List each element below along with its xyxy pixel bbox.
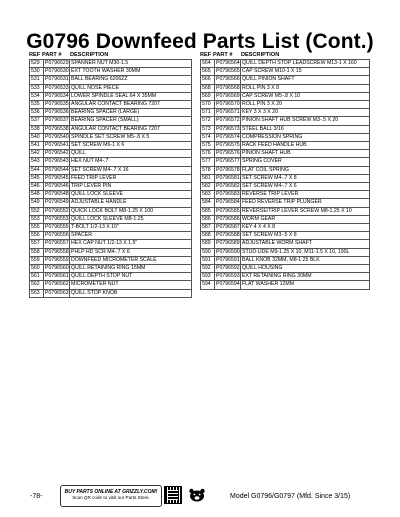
part-number: P0796561 — [45, 273, 69, 280]
parts-table-right — [200, 48, 370, 290]
ref-number: 594 — [201, 281, 215, 289]
table-row — [30, 207, 192, 215]
ref-number: 577 — [201, 158, 215, 166]
part-number: P0796569 — [216, 92, 240, 99]
part-description: FLAT WASHER 12MM — [241, 281, 370, 289]
table-row — [30, 142, 192, 150]
part-description: BALL BEARING 6206ZZ — [70, 76, 192, 84]
part-number: P0796549 — [45, 199, 69, 206]
part-description: PHLP HD SCR M4-.7 X 6 — [70, 248, 192, 256]
table-row — [30, 60, 192, 68]
part-number: P0796538 — [45, 125, 69, 132]
grizzly-bear-logo-icon — [188, 488, 206, 502]
part-description: QUILL HOUSING — [241, 265, 370, 273]
part-number: P0796543 — [45, 158, 69, 165]
part-number: P0796570 — [216, 101, 240, 108]
part-number: P0796577 — [216, 158, 240, 165]
table-row — [30, 158, 192, 166]
part-number: P0796583 — [216, 191, 240, 198]
ref-number: 536 — [30, 109, 44, 117]
ref-number: 540 — [30, 133, 44, 141]
parts-rows-right — [201, 60, 370, 290]
table-row — [30, 199, 192, 207]
ref-number: 566 — [201, 76, 215, 84]
table-row — [201, 60, 370, 68]
table-row — [201, 232, 370, 240]
part-description: ROLL PIN 3 X 20 — [241, 101, 370, 109]
part-number: P0796559 — [45, 256, 69, 263]
part-number: P0796563 — [45, 289, 69, 296]
part-description: KEY 4 X 4 X 8 — [241, 224, 370, 232]
part-number: P0796594 — [216, 281, 240, 288]
part-number: P0796584 — [216, 199, 240, 206]
part-number: P0796587 — [216, 224, 240, 231]
ref-number: 575 — [201, 142, 215, 150]
ref-number: 569 — [201, 92, 215, 100]
table-row — [30, 133, 192, 141]
ref-number: 573 — [201, 125, 215, 133]
part-description: SET SCREW M3-.5 X 8 — [241, 232, 370, 240]
part-number: P0796571 — [216, 109, 240, 116]
header-part: PART # — [213, 52, 233, 58]
table-row — [30, 174, 192, 182]
ref-number: 588 — [201, 232, 215, 240]
ref-number: 529 — [30, 60, 44, 68]
part-description: CAP SCREW M10-1 X 15 — [241, 68, 370, 76]
part-description: ANGULAR CONTACT BEARING 7207 — [70, 125, 192, 133]
part-description: COMPRESSION SPRING — [241, 133, 370, 141]
part-number: P0796531 — [45, 76, 69, 83]
part-description: QUILL STOP KNOB — [70, 289, 192, 297]
part-description: TRIP LEVER PIN — [70, 183, 192, 191]
part-description: QUILL DEPTH STOP NUT — [70, 273, 192, 281]
part-description: STEEL BALL 3/16 — [241, 125, 370, 133]
parts-rows-left — [30, 60, 192, 298]
table-row — [30, 240, 192, 248]
table-row — [30, 117, 192, 125]
table-row — [201, 174, 370, 182]
part-number: P0796560 — [45, 265, 69, 272]
ref-number: 537 — [30, 117, 44, 125]
ref-number: 555 — [30, 224, 44, 232]
part-description: BEARING SPACER (SMALL) — [70, 117, 192, 125]
parts-table-left — [29, 48, 192, 298]
table-row — [30, 248, 192, 256]
part-description: QUILL DEPTH STOP LEADSCREW M13-1 X 160 — [241, 60, 370, 68]
table-row — [201, 256, 370, 264]
ref-number: 561 — [30, 273, 44, 281]
part-description: ADJUSTABLE WORM SHAFT — [241, 240, 370, 248]
part-description: WORM GEAR — [241, 215, 370, 223]
part-number: P0796546 — [45, 183, 69, 190]
part-number: P0796545 — [45, 174, 69, 181]
ref-number: 543 — [30, 158, 44, 166]
table-row — [201, 68, 370, 76]
part-description: SPRING COVER — [241, 158, 370, 166]
part-description: QUILL RETAINING RING 15MM — [70, 265, 192, 273]
table-row — [30, 92, 192, 100]
ref-number: 552 — [30, 207, 44, 215]
ref-number: 557 — [30, 240, 44, 248]
table-row — [201, 109, 370, 117]
part-description: ANGULAR CONTACT BEARING 7207 — [70, 101, 192, 109]
table-row — [30, 84, 192, 92]
ref-number: 544 — [30, 166, 44, 174]
ref-number: 548 — [30, 191, 44, 199]
header-ref: REF — [200, 52, 212, 58]
part-number: P0796586 — [216, 215, 240, 222]
ref-number: 542 — [30, 150, 44, 158]
parts-store-promo[interactable] — [60, 485, 162, 507]
ref-number: 568 — [201, 84, 215, 92]
ref-number: 534 — [30, 92, 44, 100]
table-row — [201, 207, 370, 215]
table-header — [200, 48, 370, 59]
table-row — [201, 281, 370, 289]
table-row — [30, 289, 192, 297]
table-row — [201, 183, 370, 191]
part-description: ADJUSTABLE HANDLE — [70, 199, 192, 207]
promo-subtext: Scan QR code to visit our Parts Store. — [72, 495, 150, 500]
ref-number: 535 — [30, 101, 44, 109]
part-number: P0796566 — [216, 76, 240, 83]
part-description: FLAT COIL SPRING — [241, 166, 370, 174]
table-row — [201, 265, 370, 273]
part-number: P0796544 — [45, 166, 69, 173]
part-description: CAP SCREW M5-.8 X 10 — [241, 92, 370, 100]
part-description: HEX CAP NUT 1/2-13 X 1.5" — [70, 240, 192, 248]
page-title: G0796 Downfeed Parts List (Cont.) — [26, 30, 374, 53]
ref-number: 583 — [201, 191, 215, 199]
table-row — [30, 125, 192, 133]
table-row — [30, 191, 192, 199]
ref-number: 549 — [30, 199, 44, 207]
ref-number: 530 — [30, 68, 44, 76]
part-description: STUD-UDE M9-1.25 X 10, M11-1.5 X 10, 190L — [241, 248, 370, 256]
ref-number: 590 — [201, 248, 215, 256]
part-description: REVERSE TRIP LEVER — [241, 191, 370, 199]
ref-number: 563 — [30, 289, 44, 297]
part-description: SET SCREW M4-.7 X 8 — [241, 174, 370, 182]
part-number: P0796592 — [216, 265, 240, 272]
part-description: LOWER SPINDLE SEAL 64 X 35MM — [70, 92, 192, 100]
part-number: P0796533 — [45, 84, 69, 91]
part-number: P0796565 — [216, 68, 240, 75]
ref-number: 545 — [30, 174, 44, 182]
part-number: P0796542 — [45, 150, 69, 157]
part-number: P0796553 — [45, 215, 69, 222]
part-number: P0796558 — [45, 248, 69, 255]
table-row — [201, 101, 370, 109]
ref-number: 564 — [201, 60, 215, 68]
ref-number: 533 — [30, 84, 44, 92]
table-row — [201, 158, 370, 166]
part-description: HEX NUT M4-.7 — [70, 158, 192, 166]
part-number: P0796573 — [216, 125, 240, 132]
part-description: DOWNFEED MICROMETER SCALE — [70, 256, 192, 264]
ref-number: 582 — [201, 183, 215, 191]
table-row — [30, 183, 192, 191]
table-row — [201, 142, 370, 150]
table-row — [201, 166, 370, 174]
table-row — [30, 281, 192, 289]
part-number: P0796557 — [45, 240, 69, 247]
ref-number: 560 — [30, 265, 44, 273]
ref-number: 593 — [201, 273, 215, 281]
part-description: MICROMETER NUT — [70, 281, 192, 289]
table-row — [201, 125, 370, 133]
table-row — [30, 109, 192, 117]
table-row — [30, 68, 192, 76]
ref-number: 572 — [201, 117, 215, 125]
table-row — [201, 224, 370, 232]
ref-number: 578 — [201, 166, 215, 174]
part-description: SPANNER NUT M30-1.5 — [70, 60, 192, 68]
part-description: QUILL — [70, 150, 192, 158]
part-number: P0796575 — [216, 142, 240, 149]
table-row — [201, 84, 370, 92]
table-row — [201, 76, 370, 84]
promo-headline: BUY PARTS ONLINE AT GRIZZLY.COM! — [64, 489, 158, 495]
part-number: P0796574 — [216, 133, 240, 140]
table-row — [30, 273, 192, 281]
ref-number: 584 — [201, 199, 215, 207]
ref-number: 591 — [201, 256, 215, 264]
part-description: REVERSE/TRIP LEVER SCREW M8-1.25 X 10 — [241, 207, 370, 215]
part-description: QUILL PINION SHAFT — [241, 76, 370, 84]
ref-number: 581 — [201, 174, 215, 182]
table-row — [30, 166, 192, 174]
part-number: P0796530 — [45, 68, 69, 75]
part-number: P0796572 — [216, 117, 240, 124]
part-description: SET SCREW M4-.7 X 16 — [70, 166, 192, 174]
part-number: P0796536 — [45, 109, 69, 116]
part-description: RACK FEED HANDLE HUB — [241, 142, 370, 150]
part-number: P0796568 — [216, 84, 240, 91]
table-row — [30, 232, 192, 240]
part-number: P0796562 — [45, 281, 69, 288]
part-number: P0796552 — [45, 207, 69, 214]
table-header — [29, 48, 192, 59]
table-row — [201, 92, 370, 100]
table-row — [30, 101, 192, 109]
part-description: EXT TOOTH WASHER 30MM — [70, 68, 192, 76]
ref-number: 558 — [30, 248, 44, 256]
ref-number: 574 — [201, 133, 215, 141]
part-description: BEARING SPACER (LARGE) — [70, 109, 192, 117]
table-row — [201, 215, 370, 223]
part-description: FEED REVERSE TRIP PLUNGER — [241, 199, 370, 207]
header-ref: REF — [29, 52, 41, 58]
part-number: P0796535 — [45, 101, 69, 108]
ref-number: 587 — [201, 224, 215, 232]
header-description: DESCRIPTION — [241, 52, 280, 58]
table-row — [30, 265, 192, 273]
part-number: P0796548 — [45, 191, 69, 198]
table-row — [201, 199, 370, 207]
part-description: QUILL NOSE PIECE — [70, 84, 192, 92]
table-row — [30, 215, 192, 223]
part-description: SET SCREW M4-.7 X 6 — [241, 183, 370, 191]
part-number: P0796537 — [45, 117, 69, 124]
ref-number: 570 — [201, 101, 215, 109]
ref-number: 556 — [30, 232, 44, 240]
ref-number: 559 — [30, 256, 44, 264]
ref-number: 553 — [30, 215, 44, 223]
part-description: SPINDLE SET SCREW M5-.8 X 5 — [70, 133, 192, 141]
table-row — [201, 273, 370, 281]
table-row — [30, 150, 192, 158]
header-description: DESCRIPTION — [70, 52, 109, 58]
part-number: P0796541 — [45, 142, 69, 149]
ref-number: 562 — [30, 281, 44, 289]
header-part: PART # — [42, 52, 62, 58]
model-info: Model G0796/G0797 (Mfd. Since 3/15) — [230, 493, 351, 500]
ref-number: 531 — [30, 76, 44, 84]
part-description: PINION SHAFT HUB SCREW M3-.5 X 20 — [241, 117, 370, 125]
table-row — [30, 76, 192, 84]
table-row — [201, 248, 370, 256]
part-number: P0796591 — [216, 256, 240, 263]
part-description: SET SCREW M6-1 X 6 — [70, 142, 192, 150]
table-row — [201, 133, 370, 141]
part-description: PINION SHAFT HUB — [241, 150, 370, 158]
ref-number: 576 — [201, 150, 215, 158]
part-description: FEED TRIP LEVER — [70, 174, 192, 182]
part-description: KEY 3 X 3 X 20 — [241, 109, 370, 117]
ref-number: 538 — [30, 125, 44, 133]
page-number: -78- — [30, 493, 43, 500]
table-row — [30, 256, 192, 264]
part-number: P0796581 — [216, 174, 240, 181]
table-row — [201, 150, 370, 158]
table-row — [201, 117, 370, 125]
part-number: P0796588 — [216, 232, 240, 239]
part-description: QUILL LOCK SLEEVE — [70, 191, 192, 199]
part-number: P0796585 — [216, 207, 240, 214]
part-number: P0796529 — [45, 60, 69, 66]
part-description: QUICK LOCK BOLT M8-1.25 X 100 — [70, 207, 192, 215]
part-number: P0796576 — [216, 150, 240, 157]
part-number: P0796564 — [216, 60, 240, 66]
part-description: EXT RETAINING RING 30MM — [241, 273, 370, 281]
part-number: P0796555 — [45, 224, 69, 231]
part-description: T-BOLT 1/2-13 X 10" — [70, 224, 192, 232]
ref-number: 571 — [201, 109, 215, 117]
part-description: ROLL PIN 3 X 8 — [241, 84, 370, 92]
ref-number: 585 — [201, 207, 215, 215]
part-number: P0796578 — [216, 166, 240, 173]
part-number: P0796534 — [45, 92, 69, 99]
table-row — [30, 224, 192, 232]
ref-number: 546 — [30, 183, 44, 191]
table-row — [201, 240, 370, 248]
part-number: P0796582 — [216, 183, 240, 190]
part-number: P0796590 — [216, 248, 240, 255]
part-number: P0796540 — [45, 133, 69, 140]
ref-number: 586 — [201, 215, 215, 223]
ref-number: 565 — [201, 68, 215, 76]
part-number: P0796589 — [216, 240, 240, 247]
ref-number: 592 — [201, 265, 215, 273]
part-number: P0796593 — [216, 273, 240, 280]
part-description: SPACER — [70, 232, 192, 240]
part-description: BALL KNOB 32MM, M8-1.25 BLK — [241, 256, 370, 264]
part-description: QUILL LOCK SLEEVE M8-1.25 — [70, 215, 192, 223]
part-number: P0796556 — [45, 232, 69, 239]
table-row — [201, 191, 370, 199]
ref-number: 589 — [201, 240, 215, 248]
ref-number: 541 — [30, 142, 44, 150]
qr-code-icon[interactable] — [164, 486, 182, 504]
